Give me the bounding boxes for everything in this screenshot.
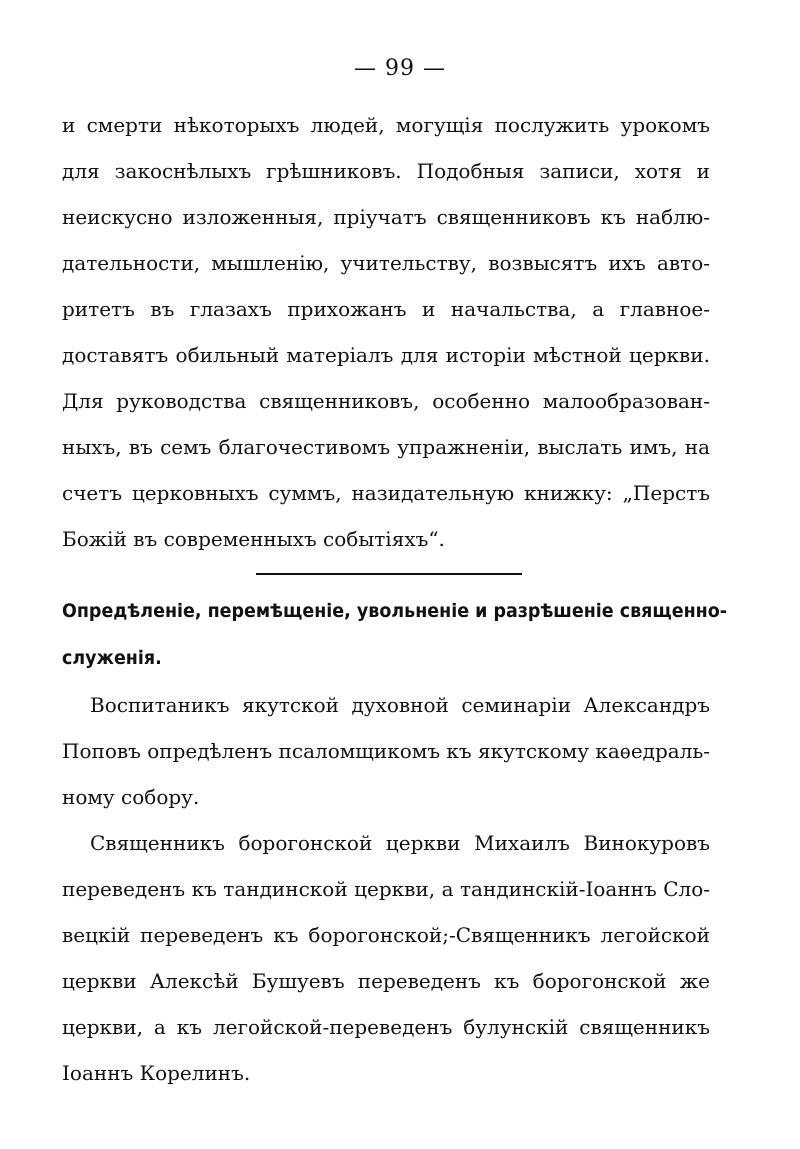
text-line: дательности, мышленію, учительству, возвысятъ ихъ авто- [62,251,710,275]
heading-line: Опредѣленіе, перемѣщеніе, увольненіе и разрѣшеніе священно- [62,600,727,622]
paragraph-transfers [62,820,710,1096]
text-line: Священникъ борогонской церкви Михаилъ Винокуровъ [90,831,710,855]
text-line: Іоаннъ Корелинъ. [62,1061,251,1085]
text-line: ритетъ въ глазахъ прихожанъ и начальства, а главное- [62,297,710,321]
text-line: Поповъ опредѣленъ псаломщикомъ къ якутскому каѳедраль- [62,739,711,763]
text-line: церкви Алексѣй Бушуевъ переведенъ къ борогонской же [62,969,710,993]
section-heading [62,588,727,682]
paragraph-records [62,102,710,562]
text-line: Божій въ современныхъ событіяхъ“. [62,527,445,551]
text-line: ныхъ, въ семъ благочестивомъ упражненіи, выслать имъ, на [62,435,710,459]
text-line: ному собору. [62,785,200,809]
text-line: для закоснѣлыхъ грѣшниковъ. Подобныя записи, хотя и [62,159,710,183]
text-line: неискусно изложенныя, пріучатъ священниковъ къ наблю- [62,205,710,229]
text-line: счетъ церковныхъ суммъ, назидательную книжку: „Перстъ [62,481,710,505]
heading-line: служенія. [62,647,162,669]
paragraph-appointment [62,682,710,820]
text-line: переведенъ къ тандинской церкви, а тандинскій-Іоаннъ Сло- [62,877,710,901]
page-number: — 99 — [354,56,446,81]
text-line: Для руководства священниковъ, особенно малообразован- [62,389,710,413]
text-line: Воспитаникъ якутской духовной семинаріи Александръ [90,693,710,717]
text-line: и смерти нѣкоторыхъ людей, могущія послужить урокомъ [62,113,710,137]
text-line: вецкій переведенъ къ борогонской;-Священникъ легойской [62,923,710,947]
text-line: доставятъ обильный матеріалъ для исторіи мѣстной церкви. [62,343,710,367]
text-line: церкви, а къ легойской-переведенъ булунскій священникъ [62,1015,710,1039]
section-divider [256,573,522,575]
